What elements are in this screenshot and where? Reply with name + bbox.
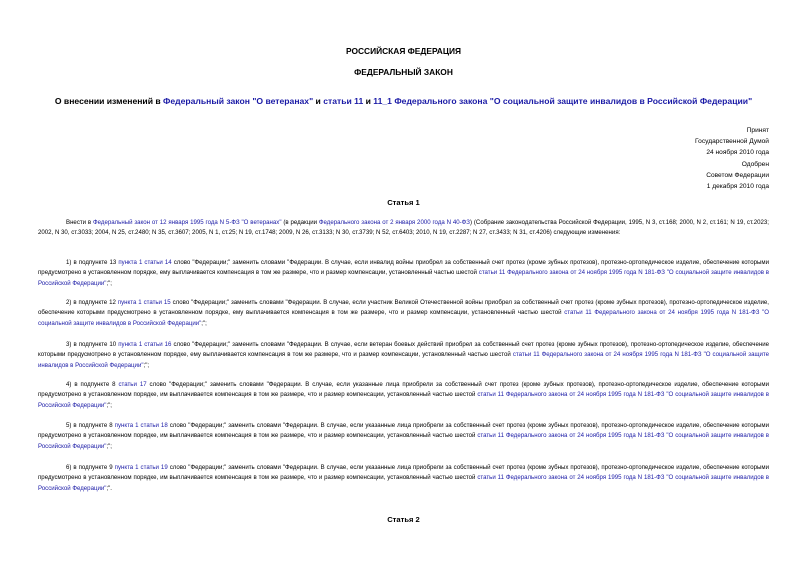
paragraph-text: слово "Федерации;" заменить словами "Федерации. В случае, если инвалид войны приобрел за собственный счет протез (кроме зубных протезов), протезно-ортопедическое изделие, обеспечение которыми предусмотрено в установленном порядке, ему выплачивается компенсация в том же размере, что и размер компенсации, установленный частью шестой <box>38 259 770 277</box>
paragraph-text: ) (Собрание законодательства Российской Федерации, 1995, N 3, ст.168; 2000, N 2, ст.161; N 19, ст.2023; 2002, N 30, ст.3033; 2004, N 25, ст.2480; N 35, ст.3607; 2005, N 1, ст.25; N 19, ст.1748; 2009, N 26, ст.3133; N 30, ст.3739; N 52, ст.6403; 2010, N 19, ст.2287; N 27, ст.3433; N 31, ст.4206) следующие изменения: <box>38 219 770 237</box>
link-federal-law-40fz[interactable]: Федерального закона от 2 января 2000 года N 40-ФЗ <box>318 219 470 226</box>
article-1-item-2 <box>38 298 769 329</box>
link-article-11-181fz[interactable]: статьи 11 Федерального закона от 24 ноября 1995 года N 181-ФЗ "О социальной защите инвалидов в Российской Федерации" <box>38 432 769 450</box>
link-article-ref[interactable]: пункта 1 статьи 14 <box>118 259 172 266</box>
paragraph-text: слово "Федерации;" заменить словами "Федерации. В случае, если указанные лица приобрели за собственный счет протез (кроме зубных протезов), протезно-ортопедическое изделие, обеспечение которыми предусмотрено в установленном порядке, им выплачивается компенсация в том же размере, что и размер компенсации, установленный частью шестой <box>38 381 769 399</box>
paragraph-text: ;"; <box>106 279 112 287</box>
document-country: РОССИЙСКАЯ ФЕДЕРАЦИЯ <box>345 46 462 56</box>
link-article-ref[interactable]: пункта 1 статьи 19 <box>114 464 168 471</box>
approval-line: Одобрен <box>741 160 769 168</box>
link-article-11-181fz[interactable]: статьи 11 Федерального закона от 24 ноября 1995 года N 181-ФЗ "О социальной защите инвалидов в Российской Федерации" <box>38 391 769 409</box>
title-text-2: и <box>313 96 324 106</box>
title-link-veterans-law[interactable]: Федеральный закон "О ветеранах" <box>163 96 314 106</box>
paragraph-text: 1) в подпункте 13 <box>66 259 119 266</box>
link-veterans-law[interactable]: Федеральный закон от 12 января 1995 года N 5-ФЗ "О ветеранах" <box>93 219 282 226</box>
paragraph-text: слово "Федерации;" заменить словами "Федерации. В случае, если указанные лица приобрели за собственный счет протез (кроме зубных протезов), протезно-ортопедическое изделие, обеспечение которыми предусмотрено в установленном порядке, им выплачивается компенсация в том же размере, что и размер компенсации, установленный частью шестой <box>38 464 769 482</box>
paragraph-text: Внести в <box>66 219 94 226</box>
document-title <box>0 96 807 106</box>
title-text-3: и <box>363 96 374 106</box>
article-1-intro <box>38 218 769 239</box>
article-1-title: Статья 1 <box>387 198 420 207</box>
link-article-ref[interactable]: пункта 1 статьи 15 <box>117 299 171 306</box>
adoption-line: Принят <box>746 127 769 134</box>
title-text-1: О внесении изменений в <box>54 96 164 106</box>
article-2-title: Статья 2 <box>387 515 420 524</box>
paragraph-text: слово "Федерации;" заменить словами "Федерации. В случае, если участник Великой Отечественной войны приобрел за собственный счет протез (кроме зубных протезов), протезно-ортопедическое изделие, обеспечение которыми предусмотрено в установленном порядке, ему выплачивается компенсация в том же размере, что и размер компенсации, установленный частью шестой <box>38 299 769 317</box>
paragraph-text: ;"; <box>201 319 207 327</box>
paragraph-text: ;"; <box>143 361 150 369</box>
link-article-11-181fz[interactable]: статьи 11 Федерального закона от 24 ноября 1995 года N 181-ФЗ "О социальной защите инвалидов в Российской Федерации" <box>38 269 769 287</box>
title-link-disabled-protection-law[interactable]: Федерального закона "О социальной защите инвалидов в Российской Федерации" <box>394 96 753 106</box>
article-1-item-3 <box>38 340 769 371</box>
article-1-item-1 <box>38 258 769 289</box>
link-article-ref[interactable]: пункта 1 статьи 16 <box>118 341 172 348</box>
link-article-ref[interactable]: статьи 17 <box>118 381 147 388</box>
article-1-item-6 <box>38 463 769 494</box>
link-article-11-181fz[interactable]: статьи 11 Федерального закона от 24 ноября 1995 года N 181-ФЗ "О социальной защите инвалидов в Российской Федерации" <box>38 351 770 369</box>
adoption-block <box>629 125 769 192</box>
paragraph-text: 6) в подпункте 9 <box>66 464 115 471</box>
paragraph-text: 3) в подпункте 10 <box>66 341 119 348</box>
title-link-article-11-1[interactable]: 11_1 <box>373 96 392 106</box>
adoption-date: 24 ноября 2010 года <box>706 149 769 157</box>
adoption-line: Государственной Думой <box>695 138 769 146</box>
paragraph-text: 5) в подпункте 8 <box>66 422 115 429</box>
paragraph-text: 2) в подпункте 12 <box>66 299 118 306</box>
paragraph-text: (в редакции <box>281 219 319 226</box>
paragraph-text: ;". <box>106 484 112 492</box>
article-1-item-5 <box>38 421 769 452</box>
paragraph-text: слово "Федерации;" заменить словами "Федерации. В случае, если ветеран боевых действий приобрел за собственный счет протез (кроме зубных протезов), протезно-ортопедическое изделие, обеспечение которыми предусмотрено в установленном порядке, ему выплачивается компенсация в том же размере, что и размер компенсации, установленный частью шестой <box>38 341 770 359</box>
paragraph-text: слово "Федерации;" заменить словами "Федерации. В случае, если указанные лица приобрели за собственный счет протез (кроме зубных протезов), протезно-ортопедическое изделие, обеспечение которыми предусмотрено в установленном порядке, им выплачивается компенсация в том же размере, что и размер компенсации, установленный частью шестой <box>38 422 769 440</box>
link-article-11-181fz[interactable]: статьи 11 Федерального закона от 24 ноября 1995 года N 181-ФЗ "О социальной защите инвалидов в Российской Федерации" <box>38 474 769 492</box>
document-kind: ФЕДЕРАЛЬНЫЙ ЗАКОН <box>354 67 453 77</box>
article-1-item-4 <box>38 380 769 411</box>
paragraph-text: ;"; <box>106 401 112 409</box>
paragraph-text: ;"; <box>106 442 112 450</box>
title-link-article-11[interactable]: статьи 11 <box>323 96 364 106</box>
approval-line: Советом Федерации <box>706 171 769 179</box>
link-article-11-181fz[interactable]: статьи 11 Федерального закона от 24 ноября 1995 года N 181-ФЗ "О социальной защите инвалидов в Российской Федерации" <box>38 309 769 327</box>
approval-date: 1 декабря 2010 года <box>706 183 769 191</box>
link-article-ref[interactable]: пункта 1 статьи 18 <box>114 422 168 429</box>
paragraph-text: 4) в подпункте 8 <box>66 381 119 388</box>
